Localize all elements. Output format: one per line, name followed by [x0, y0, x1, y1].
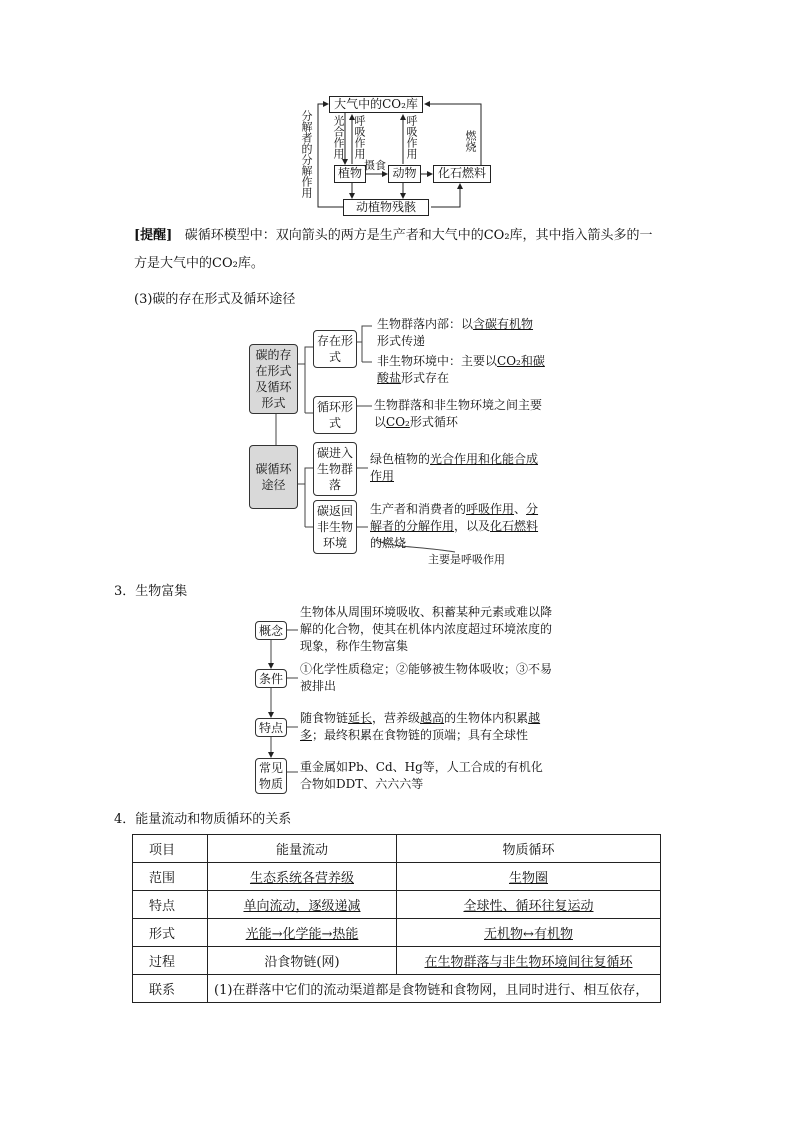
- row-label: 过程: [133, 947, 208, 975]
- enter-label-box: 碳进入生物群落: [313, 442, 357, 496]
- row-label: 范围: [133, 863, 208, 891]
- tip-label: [提醒]: [134, 228, 173, 243]
- table-row: [133, 975, 661, 1003]
- table-row: [133, 919, 661, 947]
- row-energy: 沿食物链(网): [208, 947, 397, 975]
- fossil-fuel-box: 化石燃料: [433, 165, 491, 183]
- photosynthesis-label: 光合作用: [332, 115, 345, 159]
- decomposer-label: 分解者的分解作用: [300, 110, 313, 198]
- root-form-box: 碳的存在形式及循环形式: [249, 344, 298, 414]
- return-note: 主要是呼吸作用: [428, 553, 505, 566]
- root-route-box: 碳循环途径: [249, 445, 298, 509]
- row-matter: 全球性、循环往复运动: [397, 891, 661, 919]
- feature-text: 随食物链延长，营养级越高的生物体内积累越多；最终积累在食物链的顶端；具有全球性: [300, 711, 541, 742]
- table-row: [133, 947, 661, 975]
- animal-box: 动物: [388, 165, 421, 183]
- condition-text: ①化学性质稳定；②能够被生物体吸收；③不易被排出: [300, 662, 553, 693]
- tip-line-1: [134, 223, 653, 249]
- concept-box: 概念: [255, 621, 287, 640]
- enter-text: 绿色植物的光合作用和化能合成 作用: [370, 452, 539, 483]
- return-label-box: 碳返回非生物环境: [313, 500, 357, 554]
- row-label: 特点: [133, 891, 208, 919]
- row-energy: 光能→化学能→热能: [208, 919, 397, 947]
- table-row: [133, 863, 661, 891]
- form-label-box: 存在形式: [313, 330, 357, 368]
- animal-respiration-label: 呼吸作用: [405, 115, 418, 159]
- relation-heading: 4．能量流动和物质循环的关系: [114, 812, 292, 827]
- header-energy: 能量流动: [208, 835, 397, 863]
- section-3-heading: (3)碳的存在形式及循环途径: [134, 292, 296, 307]
- tip-text-1: 碳循环模型中：双向箭头的两方是生产者和大气中的CO₂库，其中指入箭头多的一: [184, 228, 653, 243]
- residue-box: 动植物残骸: [343, 199, 429, 216]
- atmosphere-co2-box: 大气中的CO₂库: [329, 96, 423, 113]
- row-energy: 单向流动，逐级递减: [208, 891, 397, 919]
- plant-box: 植物: [334, 165, 366, 183]
- concept-text: 生物体从周围环境吸收、积蓄某种元素或难以降解的化合物，使其在机体内浓度超过环境浓度的现象，称作生物富集: [300, 605, 553, 653]
- row-matter: 无机物↔有机物: [397, 919, 661, 947]
- plant-respiration-label: 呼吸作用: [353, 115, 366, 159]
- row-label: 联系: [133, 975, 208, 1003]
- common-box: 常见物质: [255, 758, 287, 794]
- table-header-row: [133, 835, 661, 863]
- combustion-label: 燃烧: [464, 130, 477, 152]
- bio-accumulation-heading: 3．生物富集: [114, 584, 188, 599]
- cycle-text: 生物群落和非生物环境之间主要 以CO₂形式循环: [374, 398, 543, 429]
- row-matter: 在生物群落与非生物环境间往复循环: [397, 947, 661, 975]
- ingestion-label: 摄食: [364, 159, 386, 172]
- header-matter: 物质循环: [397, 835, 661, 863]
- common-text: 重金属如Pb、Cd、Hg等，人工合成的有机化合物如DDT、六六六等: [300, 760, 543, 791]
- row-matter: 生物圈: [397, 863, 661, 891]
- header-item: 项目: [133, 835, 208, 863]
- table-row: [133, 891, 661, 919]
- cycle-label-box: 循环形式: [313, 396, 357, 434]
- condition-box: 条件: [255, 669, 287, 688]
- return-text: 生产者和消费者的呼吸作用、分 解者的分解作用，以及化石燃料 的燃烧: [370, 502, 539, 550]
- link-text: (1)在群落中它们的流动渠道都是食物链和食物网，且同时进行、相互依存，: [208, 975, 661, 1003]
- relation-table: [132, 834, 661, 1003]
- row-label: 形式: [133, 919, 208, 947]
- feature-box: 特点: [255, 718, 287, 737]
- tip-line-2: 方是大气中的CO₂库。: [134, 256, 264, 271]
- form-bio-text: 生物群落内部：以含碳有机物 形式传递: [377, 317, 534, 348]
- form-abio-text: 非生物环境中：主要以CO₂和碳 酸盐形式存在: [377, 354, 545, 385]
- row-energy: 生态系统各营养级: [208, 863, 397, 891]
